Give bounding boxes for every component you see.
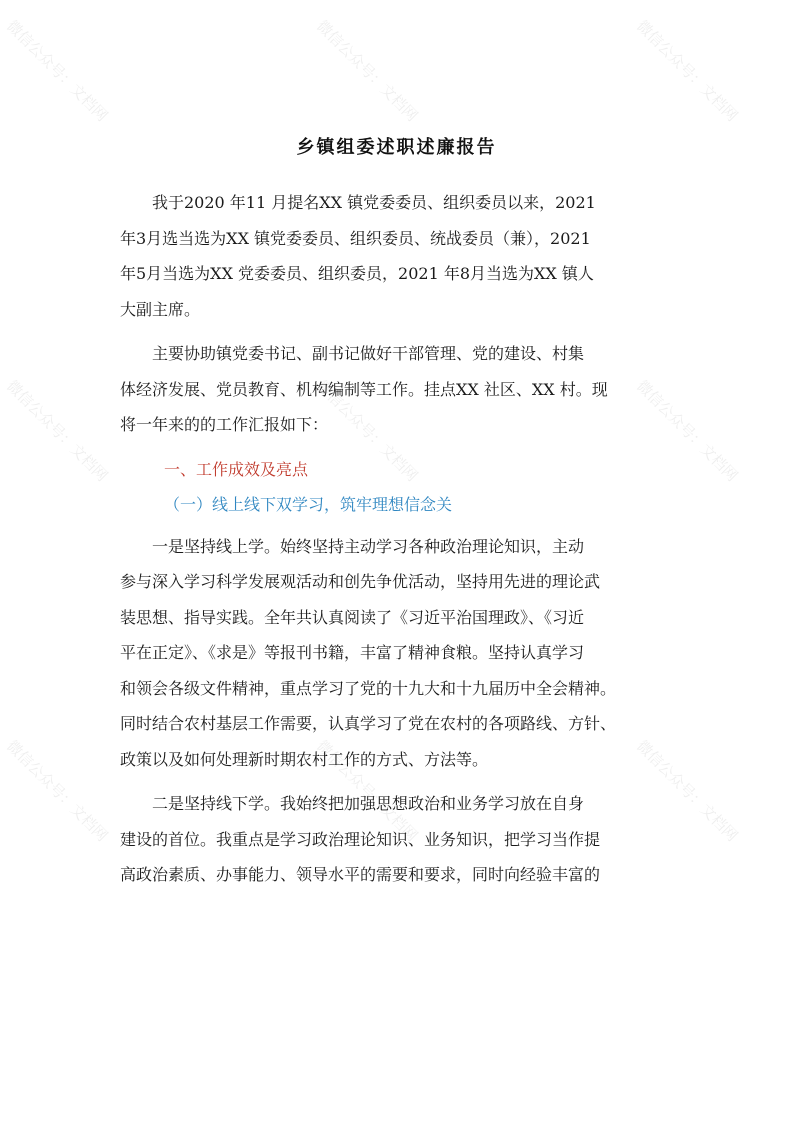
text-line: 我于2020 年11 月提名XX 镇党委委员、组织委员以来，2021 xyxy=(152,193,596,212)
watermark: 微信公众号：文档网 xyxy=(313,376,422,485)
text-line: 建设的首位。我重点是学习政治理论知识、业务知识，把学习当作提 xyxy=(120,829,601,849)
watermark: 微信公众号：文档网 xyxy=(3,736,112,845)
watermark: 微信公众号：文档网 xyxy=(313,736,422,845)
paragraph-appointment xyxy=(120,185,680,327)
text-line: 同时结合农村基层工作需要，认真学习了党在农村的各项路线、方针、 xyxy=(120,714,617,733)
text-line: 大副主席。 xyxy=(120,299,201,319)
text-line: 政策以及如何处理新时期农村工作的方式、方法等。 xyxy=(120,749,489,769)
paragraph-offline-study xyxy=(120,786,680,893)
text-line: 年3月选当选为XX 镇党委委员、组织委员、统战委员（兼），2021 xyxy=(120,228,591,248)
section-heading: 一、工作成效及亮点 xyxy=(164,459,309,479)
watermark: 微信公众号：文档网 xyxy=(3,376,112,485)
watermark: 微信公众号：文档网 xyxy=(3,16,112,125)
watermark: 微信公众号：文档网 xyxy=(633,16,742,125)
text-line: 二是坚持线下学。我始终把加强思想政治和业务学习放在自身 xyxy=(152,794,585,813)
text-line: 一是坚持线上学。始终坚持主动学习各种政治理论知识，主动 xyxy=(152,536,585,556)
text-line: 体经济发展、党员教育、机构编制等工作。挂点XX 社区、XX 村。现 xyxy=(120,379,608,399)
text-line: 年5月当选为XX 党委委员、组织委员，2021 年8月当选为XX 镇人 xyxy=(120,264,594,283)
text-line: 主要协助镇党委书记、副书记做好干部管理、党的建设、村集 xyxy=(152,344,585,363)
text-line: 将一年来的的工作汇报如下： xyxy=(120,415,329,434)
text-line: 平在正定》、《求是》等报刊书籍，丰富了精神食粮。坚持认真学习 xyxy=(120,643,585,662)
text-line: 高政治素质、办事能力、领导水平的需要和要求，同时向经验丰富的 xyxy=(120,865,601,884)
text-line: 装思想、指导实践。全年共认真阅读了《习近平治国理政》、《习近 xyxy=(120,607,585,627)
subsection-heading: （一）线上线下双学习，筑牢理想信念关 xyxy=(164,495,453,514)
text-line: 参与深入学习科学发展观活动和创先争优活动，坚持用先进的理论武 xyxy=(120,572,601,591)
watermark: 微信公众号：文档网 xyxy=(633,736,742,845)
document-title: 乡镇组委述职述廉报告 xyxy=(296,137,497,158)
document-body xyxy=(120,185,680,902)
paragraph-online-study xyxy=(120,529,680,778)
watermark: 微信公众号：文档网 xyxy=(313,16,422,125)
text-line: 和领会各级文件精神，重点学习了党的十九大和十九届历中全会精神。 xyxy=(120,678,617,698)
paragraph-duties xyxy=(120,336,680,443)
watermark: 微信公众号：文档网 xyxy=(633,376,742,485)
